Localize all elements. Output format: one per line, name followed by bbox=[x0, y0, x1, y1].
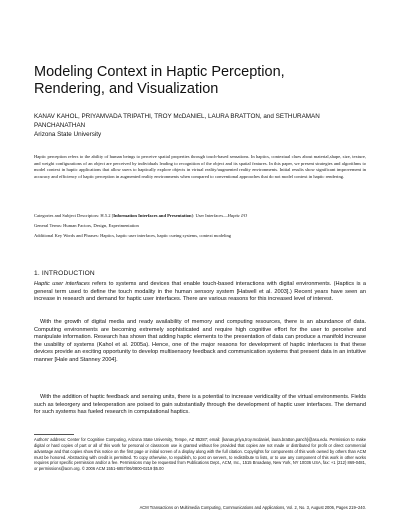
abstract: Haptic perception refers to the ability of human beings to perceive spatial properties through touch-based sensations. In haptics, contextual clues about material,shape, size, texture, and weight configurations of an object are perceived by individuals leading to recognition of the object and its spatial features. In this paper, we present strategies and algorithms to model context in haptic applications that allow users to haptically explore objects in virtual reality/augmented reality environments. Initial results show significant improvement in accuracy and efficiency of haptic perception in augmented reality environments when compared to conventional approaches that do not model context in haptic rendering. bbox=[34, 154, 366, 179]
paper-title: Modeling Context in Haptic Perception, Rendering, and Visualization bbox=[34, 64, 285, 97]
keywords: Additional Key Words and Phrases: Haptics, haptic user interfaces, haptic cueing systems, context modeling bbox=[34, 232, 232, 238]
footnote-permissions: Authors' address: Center for Cognitive Computing, Arizona State University, Tempe, AZ 85287; email: {kanav,priya,troy.mcdaniel, laura.bratton,panch}@asu.edu. Permission to make digital or hard copies of part or all of this work for personal or classroom use is granted without fee provided that copies are not made or distributed for profit or direct commercial advantage and that copies show this notice on the first page or initial screen of a display along with the full citation. Copyrights for components of this work owned by others than ACM must be honored. Abstracting with credit is permitted. To copy otherwise, to republish, to post on servers, to redistribute to lists, or to use any component of this work in other works requires prior specific permission and/or a fee. Permissions may be requested from Publications Dept., ACM, Inc., 1515 Broadway, New York, NY 10036 USA, fax: +1 (212) 869-0481, or permissions@acm.org. © 2006 ACM 1551-6857/06/0800-0219 $5.00 bbox=[34, 437, 366, 472]
author-affiliation: Arizona State University bbox=[34, 130, 102, 138]
intro-p1-italic: Haptic user interfaces bbox=[34, 281, 90, 287]
categories-descriptors bbox=[34, 213, 366, 220]
categories-italic: Haptic I/O bbox=[227, 213, 248, 218]
categories-mid: ]: User Interfaces— bbox=[191, 213, 228, 218]
categories-bold: Information Interfaces and Presentation bbox=[113, 213, 192, 218]
section-heading-introduction: 1. INTRODUCTION bbox=[34, 270, 95, 277]
intro-paragraph-2: With the growth of digital media and ready availability of memory and computing resources, there is an abundance of data. Computing environments are becoming extremely sophisticated and require high cognitive effort for the user to perceive and manipulate information. Research has shown that adding haptic elements to the presentation of data can produce a manifold increase the usability of systems (Kahol et al. 2005a). Hence, one of the major reasons for development of haptic interfaces is that these devices provide an exciting opportunity to develop multisensory feedback and communication systems that present data in an intuitive manner [Hale and Stanney 2004]. bbox=[34, 319, 366, 363]
intro-paragraph-3: With the addition of haptic feedback and sensing units, there is a potential to increase veridicality of the virtual environments. Fields such as teleorgery and teleoperation are poised to gain substantially through the development of haptic user interfaces. The demand for such systems has fueled research in computational haptics. bbox=[34, 394, 366, 415]
footnote-divider bbox=[34, 434, 74, 435]
author-list: KANAV KAHOL, PRIYAMVADA TRIPATHI, TROY McDANIEL, LAURA BRATTON, and SETHURAMAN PANCHANATHAN bbox=[34, 113, 320, 129]
categories-prefix: Categories and Subject Descriptors: H.5.2 [ bbox=[34, 213, 114, 218]
journal-citation: ACM Transactions on Multimedia Computing, Communications and Applications, Vol. 2, No. 3, August 2006, Pages 219–240. bbox=[139, 505, 366, 510]
intro-paragraph-1 bbox=[34, 281, 366, 304]
intro-p1-text: refers to systems and devices that enable touch-based interactions with digital environments. (Haptics is a general term used to define the touch modality in the human sensory system [Hatwell et al. 2003].) Recent years have seen an increase in research and demand for haptic user interfaces. There are various reasons for this increased level of interest. bbox=[34, 281, 367, 302]
general-terms: General Terms: Human Factors, Design, Experimentation bbox=[34, 222, 139, 228]
